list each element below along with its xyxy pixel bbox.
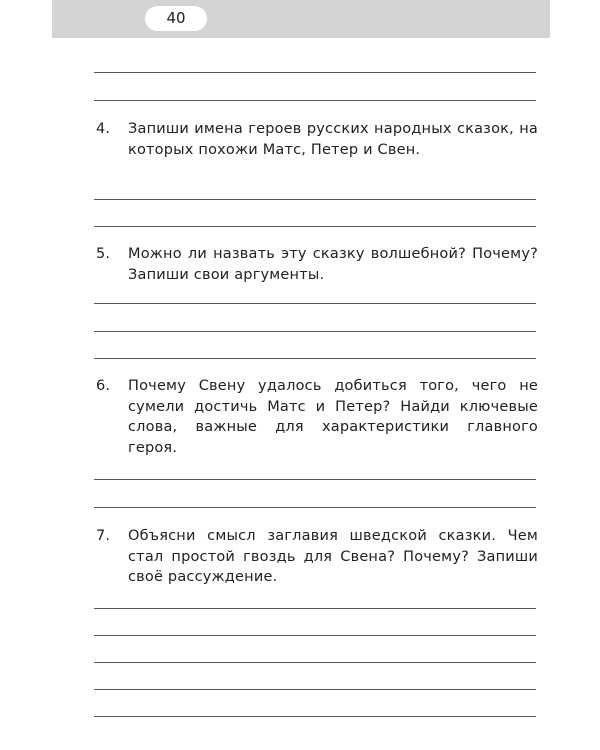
writing-line [94, 226, 536, 227]
writing-line [94, 303, 536, 304]
question-number: 7. [96, 528, 111, 544]
question-6 [96, 376, 538, 458]
writing-line [94, 662, 536, 663]
question-text: Почему Свену удалось добиться того, чего не сумели достичь Матс и Петер? Найди ключевые слова, важные для характеристики главного героя. [128, 378, 538, 456]
writing-line [94, 716, 536, 717]
question-number: 5. [96, 246, 111, 262]
writing-line [94, 199, 536, 200]
writing-line [94, 358, 536, 359]
writing-line [94, 100, 536, 101]
question-5 [96, 244, 538, 285]
question-text: Запиши имена героев русских народных сказок, на которых похожи Матс, Петер и Свен. [128, 121, 538, 158]
writing-line [94, 635, 536, 636]
question-number: 4. [96, 121, 111, 137]
page-number: 40 [145, 6, 207, 31]
page-header-band [52, 0, 550, 38]
question-text: Можно ли назвать эту сказку волшебной? Почему? Запиши свои аргументы. [128, 246, 538, 283]
writing-line [94, 331, 536, 332]
question-number: 6. [96, 378, 111, 394]
writing-line [94, 507, 536, 508]
writing-line [94, 479, 536, 480]
writing-line [94, 608, 536, 609]
writing-line [94, 689, 536, 690]
question-7 [96, 526, 538, 588]
writing-line [94, 72, 536, 73]
question-text: Объясни смысл заглавия шведской сказки. Чем стал простой гвоздь для Свена? Почему? Запиши своё рассуждение. [128, 528, 538, 585]
question-4 [96, 119, 538, 160]
